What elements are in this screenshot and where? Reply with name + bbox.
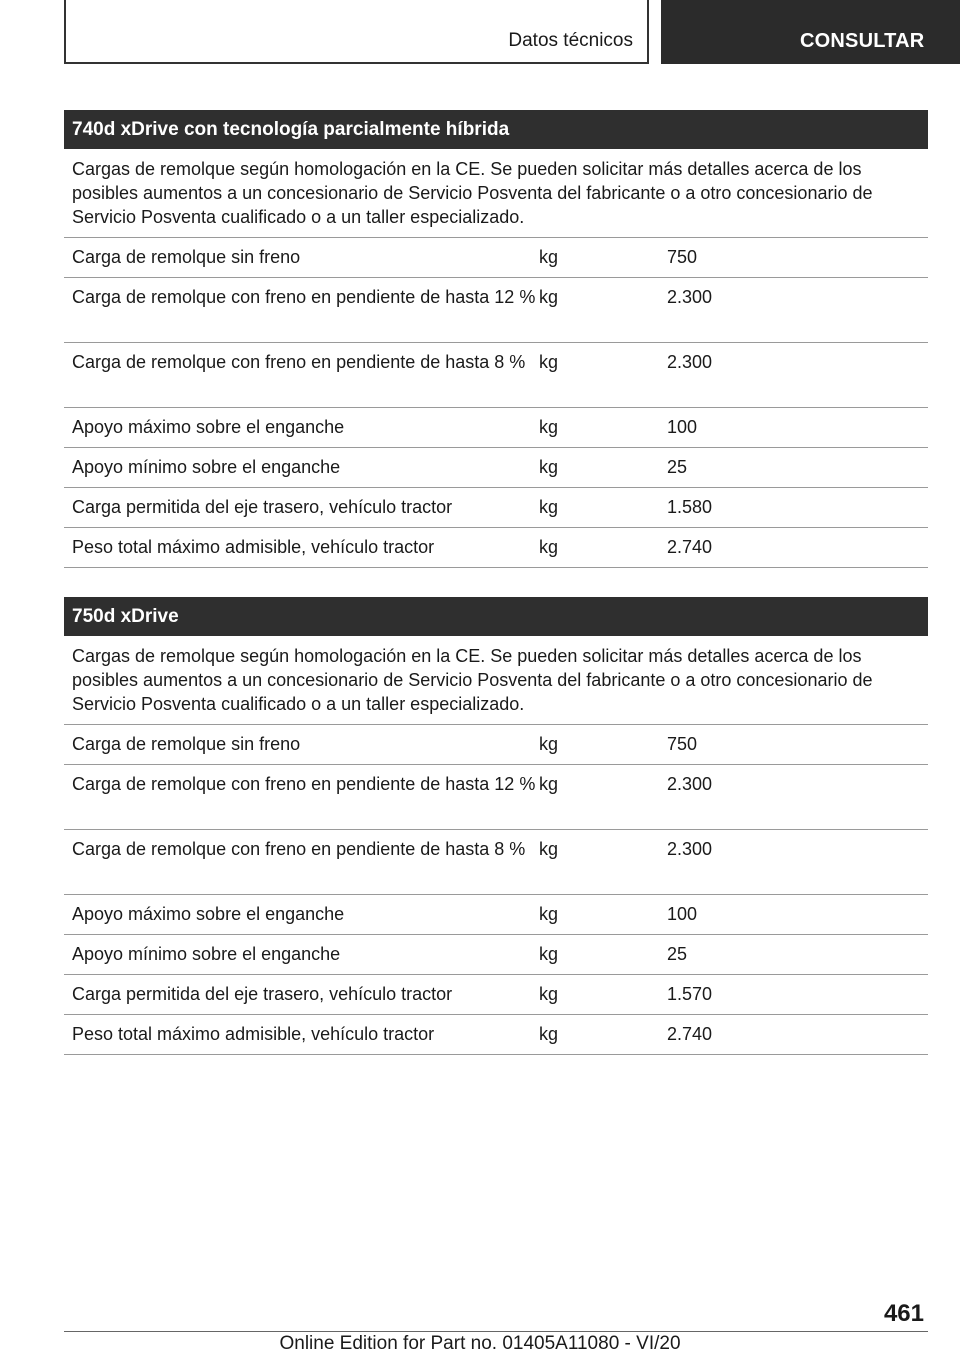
- table-row: [64, 278, 928, 343]
- row-label: Apoyo máximo sobre el enganche: [72, 904, 345, 924]
- section-description: Cargas de remolque según homologación en la CE. Se pueden solicitar más detalles acerca de los posibles aumentos a un concesionario de Servicio Posventa del fabricante o a otro concesionario de Servicio Posventa cualificado o a un taller especializado.: [64, 149, 928, 238]
- header-section-tab: [64, 0, 649, 64]
- table-row: [64, 765, 928, 830]
- table-row: [64, 725, 928, 765]
- table-row: [64, 528, 928, 568]
- row-value: 25: [667, 944, 688, 964]
- table-row: [64, 488, 928, 528]
- row-value: 100: [667, 904, 698, 924]
- row-label: Carga de remolque sin freno: [72, 247, 301, 267]
- row-label: Apoyo mínimo sobre el enganche: [72, 457, 341, 477]
- row-unit: kg: [539, 944, 559, 964]
- row-unit: kg: [539, 247, 559, 267]
- table-row: [64, 343, 928, 408]
- row-label: Carga de remolque con freno en pendiente de hasta 8 %: [72, 839, 526, 859]
- row-value: 2.300: [667, 839, 713, 859]
- header-section-title: Datos técnicos: [508, 30, 633, 51]
- row-label: Carga de remolque con freno en pendiente de hasta 8 %: [72, 352, 526, 372]
- row-label: Peso total máximo admisible, vehículo tractor: [72, 1024, 435, 1044]
- table-row: [64, 895, 928, 935]
- row-unit: kg: [539, 734, 559, 754]
- row-value: 750: [667, 247, 698, 267]
- row-label: Carga de remolque sin freno: [72, 734, 301, 754]
- row-value: 100: [667, 417, 698, 437]
- row-label: Carga de remolque con freno en pendiente de hasta 12 %: [72, 774, 536, 794]
- row-value: 1.570: [667, 984, 713, 1004]
- page-number: 461: [883, 1300, 924, 1327]
- table-row: [64, 238, 928, 278]
- row-unit: kg: [539, 904, 559, 924]
- table-row: [64, 1015, 928, 1055]
- row-unit: kg: [539, 287, 559, 307]
- spec-table-750d: [64, 597, 928, 1055]
- row-label: Carga permitida del eje trasero, vehículo tractor: [72, 497, 453, 517]
- header-chapter-title: CONSULTAR: [800, 30, 925, 52]
- section-description: Cargas de remolque según homologación en la CE. Se pueden solicitar más detalles acerca de los posibles aumentos a un concesionario de Servicio Posventa del fabricante o a otro concesionario de Servicio Posventa cualificado o a un taller especializado.: [64, 636, 928, 725]
- row-label: Carga permitida del eje trasero, vehículo tractor: [72, 984, 453, 1004]
- footer-edition: Online Edition for Part no. 01405A11080 - VI/20: [279, 1333, 681, 1354]
- row-unit: kg: [539, 839, 559, 859]
- row-value: 25: [667, 457, 688, 477]
- row-label: Apoyo mínimo sobre el enganche: [72, 944, 341, 964]
- table-row: [64, 935, 928, 975]
- section-title: 750d xDrive: [64, 597, 928, 636]
- footer-divider: [64, 1331, 928, 1332]
- section-title: 740d xDrive con tecnología parcialmente híbrida: [64, 110, 928, 149]
- row-unit: kg: [539, 774, 559, 794]
- row-unit: kg: [539, 537, 559, 557]
- row-label: Carga de remolque con freno en pendiente de hasta 12 %: [72, 287, 536, 307]
- row-unit: kg: [539, 457, 559, 477]
- row-label: Peso total máximo admisible, vehículo tractor: [72, 537, 435, 557]
- row-unit: kg: [539, 1024, 559, 1044]
- table-row: [64, 975, 928, 1015]
- row-value: 1.580: [667, 497, 713, 517]
- row-value: 750: [667, 734, 698, 754]
- row-unit: kg: [539, 497, 559, 517]
- row-label: Apoyo máximo sobre el enganche: [72, 417, 345, 437]
- row-unit: kg: [539, 417, 559, 437]
- table-row: [64, 448, 928, 488]
- row-value: 2.300: [667, 287, 713, 307]
- row-unit: kg: [539, 352, 559, 372]
- row-unit: kg: [539, 984, 559, 1004]
- table-row: [64, 830, 928, 895]
- row-value: 2.740: [667, 1024, 713, 1044]
- row-value: 2.740: [667, 537, 713, 557]
- table-row: [64, 408, 928, 448]
- header-chapter-tab: [661, 0, 960, 64]
- row-value: 2.300: [667, 774, 713, 794]
- spec-table-740d: [64, 110, 928, 568]
- row-value: 2.300: [667, 352, 713, 372]
